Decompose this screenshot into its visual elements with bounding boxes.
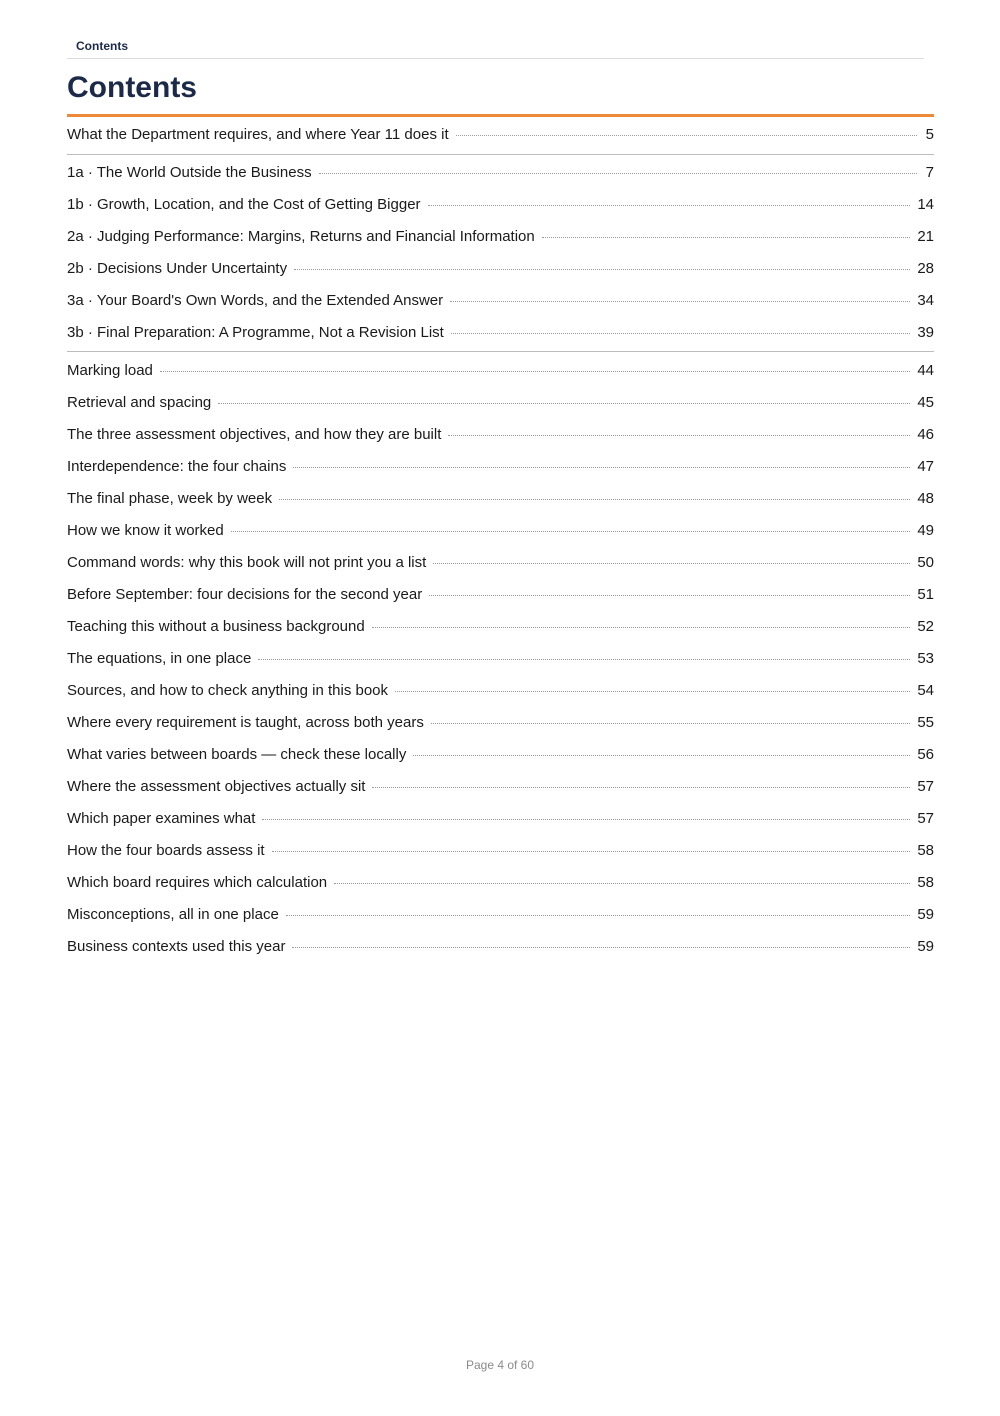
toc-entry-page: 14 [917, 196, 934, 213]
toc-entry-title: The final phase, week by week [67, 490, 273, 507]
toc-entry[interactable] [67, 899, 934, 931]
toc-entry-page: 47 [917, 458, 934, 475]
toc-entry-title: Where the assessment objectives actually sit [67, 778, 366, 795]
toc-entry-title: Sources, and how to check anything in this book [67, 682, 389, 699]
toc-entry-title: Retrieval and spacing [67, 394, 212, 411]
toc-entry[interactable] [67, 285, 934, 317]
dot-leader [450, 301, 910, 302]
dot-leader [456, 135, 917, 136]
toc-entry-page: 52 [917, 618, 934, 635]
dot-leader [429, 595, 910, 596]
page-number-footer: Page 4 of 60 [465, 1358, 535, 1372]
dot-leader [292, 947, 910, 948]
toc-entry-title: Before September: four decisions for the second year [67, 586, 423, 603]
toc-entry-page: 21 [917, 228, 934, 245]
toc-entry-page: 5 [925, 126, 934, 143]
dot-leader [542, 237, 911, 238]
dot-leader [372, 627, 911, 628]
toc-entry-page: 55 [917, 714, 934, 731]
toc-entry-page: 58 [917, 874, 934, 891]
dot-leader [334, 883, 910, 884]
toc-entry[interactable] [67, 547, 934, 579]
dot-leader [160, 371, 910, 372]
toc-entry-page: 48 [917, 490, 934, 507]
toc-entry-page: 28 [917, 260, 934, 277]
dot-leader [272, 851, 911, 852]
toc-entry-page: 57 [917, 810, 934, 827]
toc-entry[interactable] [67, 675, 934, 707]
toc-entry-page: 34 [917, 292, 934, 309]
toc-entry-page: 45 [917, 394, 934, 411]
toc-entry-title: The equations, in one place [67, 650, 252, 667]
toc-entry-title: Which paper examines what [67, 810, 256, 827]
toc-entry-title: How we know it worked [67, 522, 224, 539]
toc-entry-page: 49 [917, 522, 934, 539]
toc-entry-title: Command words: why this book will not print you a list [67, 554, 427, 571]
toc-entry-title: 2a · Judging Performance: Margins, Returns and Financial Information [67, 228, 535, 245]
toc-entry-title: 3b · Final Preparation: A Programme, Not a Revision List [67, 324, 444, 341]
toc-entry[interactable] [67, 707, 934, 739]
toc-entry-title: Where every requirement is taught, across both years [67, 714, 424, 731]
dot-leader [258, 659, 910, 660]
dot-leader [372, 787, 910, 788]
toc-entry[interactable] [67, 611, 934, 643]
dot-leader [319, 173, 917, 174]
toc-entry-title: What varies between boards — check these locally [67, 746, 407, 763]
toc-entry[interactable] [67, 117, 934, 154]
toc-entry[interactable] [67, 835, 934, 867]
toc-entry-page: 51 [917, 586, 934, 603]
dot-leader [428, 205, 911, 206]
toc-entry[interactable] [67, 253, 934, 285]
toc-entry-title: 1b · Growth, Location, and the Cost of Getting Bigger [67, 196, 421, 213]
toc-entry[interactable] [67, 221, 934, 253]
toc-entry-title: 1a · The World Outside the Business [67, 164, 312, 181]
dot-leader [262, 819, 910, 820]
toc-entry-page: 54 [917, 682, 934, 699]
dot-leader [431, 723, 910, 724]
toc-entry[interactable] [67, 419, 934, 451]
toc-entry[interactable] [67, 515, 934, 547]
dot-leader [218, 403, 910, 404]
toc-entry-page: 53 [917, 650, 934, 667]
dot-leader [279, 499, 910, 500]
toc-entry-title: Business contexts used this year [67, 938, 286, 955]
toc-entry[interactable] [67, 355, 934, 387]
dot-leader [293, 467, 910, 468]
toc-entry[interactable] [67, 157, 934, 189]
toc-entry[interactable] [67, 317, 934, 349]
toc-entry-title: Teaching this without a business background [67, 618, 365, 635]
toc-group [67, 117, 934, 154]
toc-entry-title: 3a · Your Board's Own Words, and the Extended Answer [67, 292, 444, 309]
dot-leader [231, 531, 911, 532]
toc-entry-page: 59 [917, 938, 934, 955]
toc-entry-title: Which board requires which calculation [67, 874, 328, 891]
toc-entry-title: 2b · Decisions Under Uncertainty [67, 260, 288, 277]
toc-entry[interactable] [67, 579, 934, 611]
toc-entry[interactable] [67, 189, 934, 221]
toc-group [67, 154, 934, 351]
dot-leader [286, 915, 911, 916]
toc-entry-title: The three assessment objectives, and how they are built [67, 426, 442, 443]
toc-entry-title: Interdependence: the four chains [67, 458, 287, 475]
toc-entry-page: 56 [917, 746, 934, 763]
toc-entry[interactable] [67, 739, 934, 771]
running-header-title: Contents [76, 39, 128, 53]
running-header [67, 37, 924, 59]
toc-entry[interactable] [67, 387, 934, 419]
dot-leader [451, 333, 910, 334]
toc-entry[interactable] [67, 643, 934, 675]
table-of-contents [67, 117, 934, 963]
toc-entry-page: 57 [917, 778, 934, 795]
toc-group [67, 351, 934, 963]
toc-entry-title: Misconceptions, all in one place [67, 906, 279, 923]
dot-leader [413, 755, 910, 756]
toc-entry-page: 50 [917, 554, 934, 571]
page-title: Contents [67, 71, 197, 104]
toc-entry-page: 59 [917, 906, 934, 923]
toc-entry[interactable] [67, 451, 934, 483]
toc-entry-page: 44 [917, 362, 934, 379]
toc-entry[interactable] [67, 803, 934, 835]
dot-leader [395, 691, 910, 692]
dot-leader [448, 435, 910, 436]
dot-leader [294, 269, 910, 270]
dot-leader [433, 563, 910, 564]
toc-entry[interactable] [67, 867, 934, 899]
toc-entry-page: 39 [917, 324, 934, 341]
toc-entry-page: 7 [925, 164, 934, 181]
toc-entry-title: How the four boards assess it [67, 842, 265, 859]
toc-entry-page: 58 [917, 842, 934, 859]
toc-entry-title: Marking load [67, 362, 153, 379]
toc-entry-title: What the Department requires, and where Year 11 does it [67, 126, 449, 143]
toc-entry[interactable] [67, 483, 934, 515]
toc-entry-page: 46 [917, 426, 934, 443]
toc-entry[interactable] [67, 771, 934, 803]
toc-entry[interactable] [67, 931, 934, 963]
